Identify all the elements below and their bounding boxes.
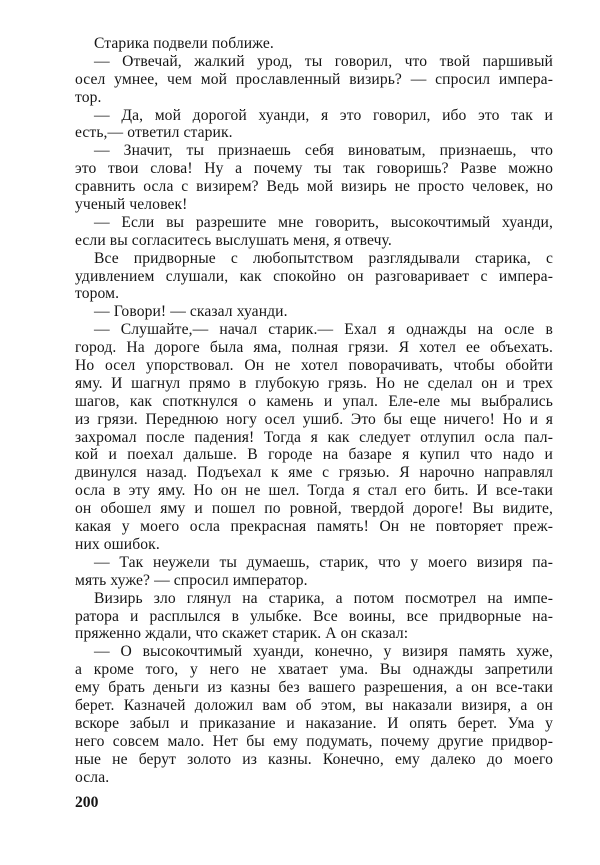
text-line: — Говори! — сказал хуанди. [94, 303, 288, 321]
text-line: город. На дороге была яма, полная грязи. Я хотел ее объехать. [75, 339, 553, 357]
text-line: вскоре забыл и приказание и наказание. И опять берет. Ума у [75, 714, 553, 732]
text-line: мять хуже? — спросил император. [75, 571, 308, 589]
text-line: осла в эту яму. Но он не шел. Тогда я стал его бить. И все-таки [75, 482, 553, 500]
text-line: — Значит, ты признаешь себя виноватым, признаешь, что [94, 142, 553, 160]
text-line: какая у моего осла прекрасная память! Он не повторяет преж- [75, 518, 553, 536]
text-line: — Слушайте,— начал старик.— Ехал я однажды на осле в [94, 321, 553, 339]
text-line: осла. [75, 768, 110, 786]
text-line: он обошел яму и пошел по ровной, твердой дороге! Вы видите, [75, 500, 553, 518]
text-line: тор. [75, 88, 102, 106]
text-line: ученый человек! [75, 196, 188, 214]
text-line: — Если вы разрешите мне говорить, высокочтимый хуанди, [94, 213, 553, 231]
text-line: — О высокочтимый хуанди, конечно, у визиря память хуже, [94, 643, 553, 661]
text-line: него совсем мало. Нет бы ему подумать, почему другие придвор- [75, 732, 553, 750]
text-line: если вы согласитесь выслушать меня, я отвечу. [75, 231, 392, 249]
text-line: шагов, как споткнулся о камень и упал. Еле-еле мы выбрались [75, 392, 553, 410]
text-line: осел умнее, чем мой прославленный визирь? — спросил импера- [75, 70, 553, 88]
text-line: из грязи. Переднюю ногу осел ушиб. Это бы еще ничего! Но и я [75, 410, 553, 428]
page-number: 200 [75, 794, 99, 811]
text-line: удивлением слушали, как спокойно он разговаривает с импера- [75, 267, 553, 285]
text-line: пряженно ждали, что скажет старик. А он сказал: [75, 625, 409, 643]
text-line: захромал после падения! Тогда я как следует отлупил осла пал- [75, 428, 553, 446]
text-line: двинулся назад. Подъехал к яме с грязью. Я нарочно направлял [75, 464, 553, 482]
text-line: а кроме того, у него не хватает ума. Вы однажды запретили [75, 661, 553, 679]
text-line: них ошибок. [75, 535, 160, 553]
text-line: сравнить осла с визирем? Ведь мой визирь не просто человек, но [75, 178, 553, 196]
text-line: Старика подвели поближе. [94, 35, 274, 52]
text-line: Но осел упорствовал. Он не хотел поворачивать, чтобы обойти [75, 357, 553, 375]
text-line: берет. Казначей доложил вам об этом, вы наказали визиря, а он [75, 696, 553, 714]
text-line: тором. [75, 285, 120, 303]
page-text [75, 35, 553, 786]
text-line: — Да, мой дорогой хуанди, я это говорил, ибо это так и [94, 106, 553, 124]
text-line: кой и поехал дальше. В городе на базаре я купил что надо и [75, 446, 553, 464]
text-line: ему брать деньги из казны без вашего разрешения, а он все-таки [75, 679, 553, 697]
text-line: яму. И шагнул прямо в глубокую грязь. Но не сделал он и трех [75, 374, 553, 392]
text-line: ратора и расплылся в улыбке. Все воины, все придворные на- [75, 607, 553, 625]
text-line: Все придворные с любопытством разглядывали старика, с [94, 249, 553, 267]
text-line: — Так неужели ты думаешь, старик, что у моего визиря па- [94, 553, 553, 571]
text-line: Визирь зло глянул на старика, а потом посмотрел на импе- [94, 589, 553, 607]
text-line: есть,— ответил старик. [75, 124, 233, 142]
text-line: ные не берут золото из казны. Конечно, ему далеко до моего [75, 750, 553, 768]
text-line: — Отвечай, жалкий урод, ты говорил, что твой паршивый [94, 52, 553, 70]
text-line: это твои слова! Ну а почему ты так говоришь? Разве можно [75, 160, 553, 178]
